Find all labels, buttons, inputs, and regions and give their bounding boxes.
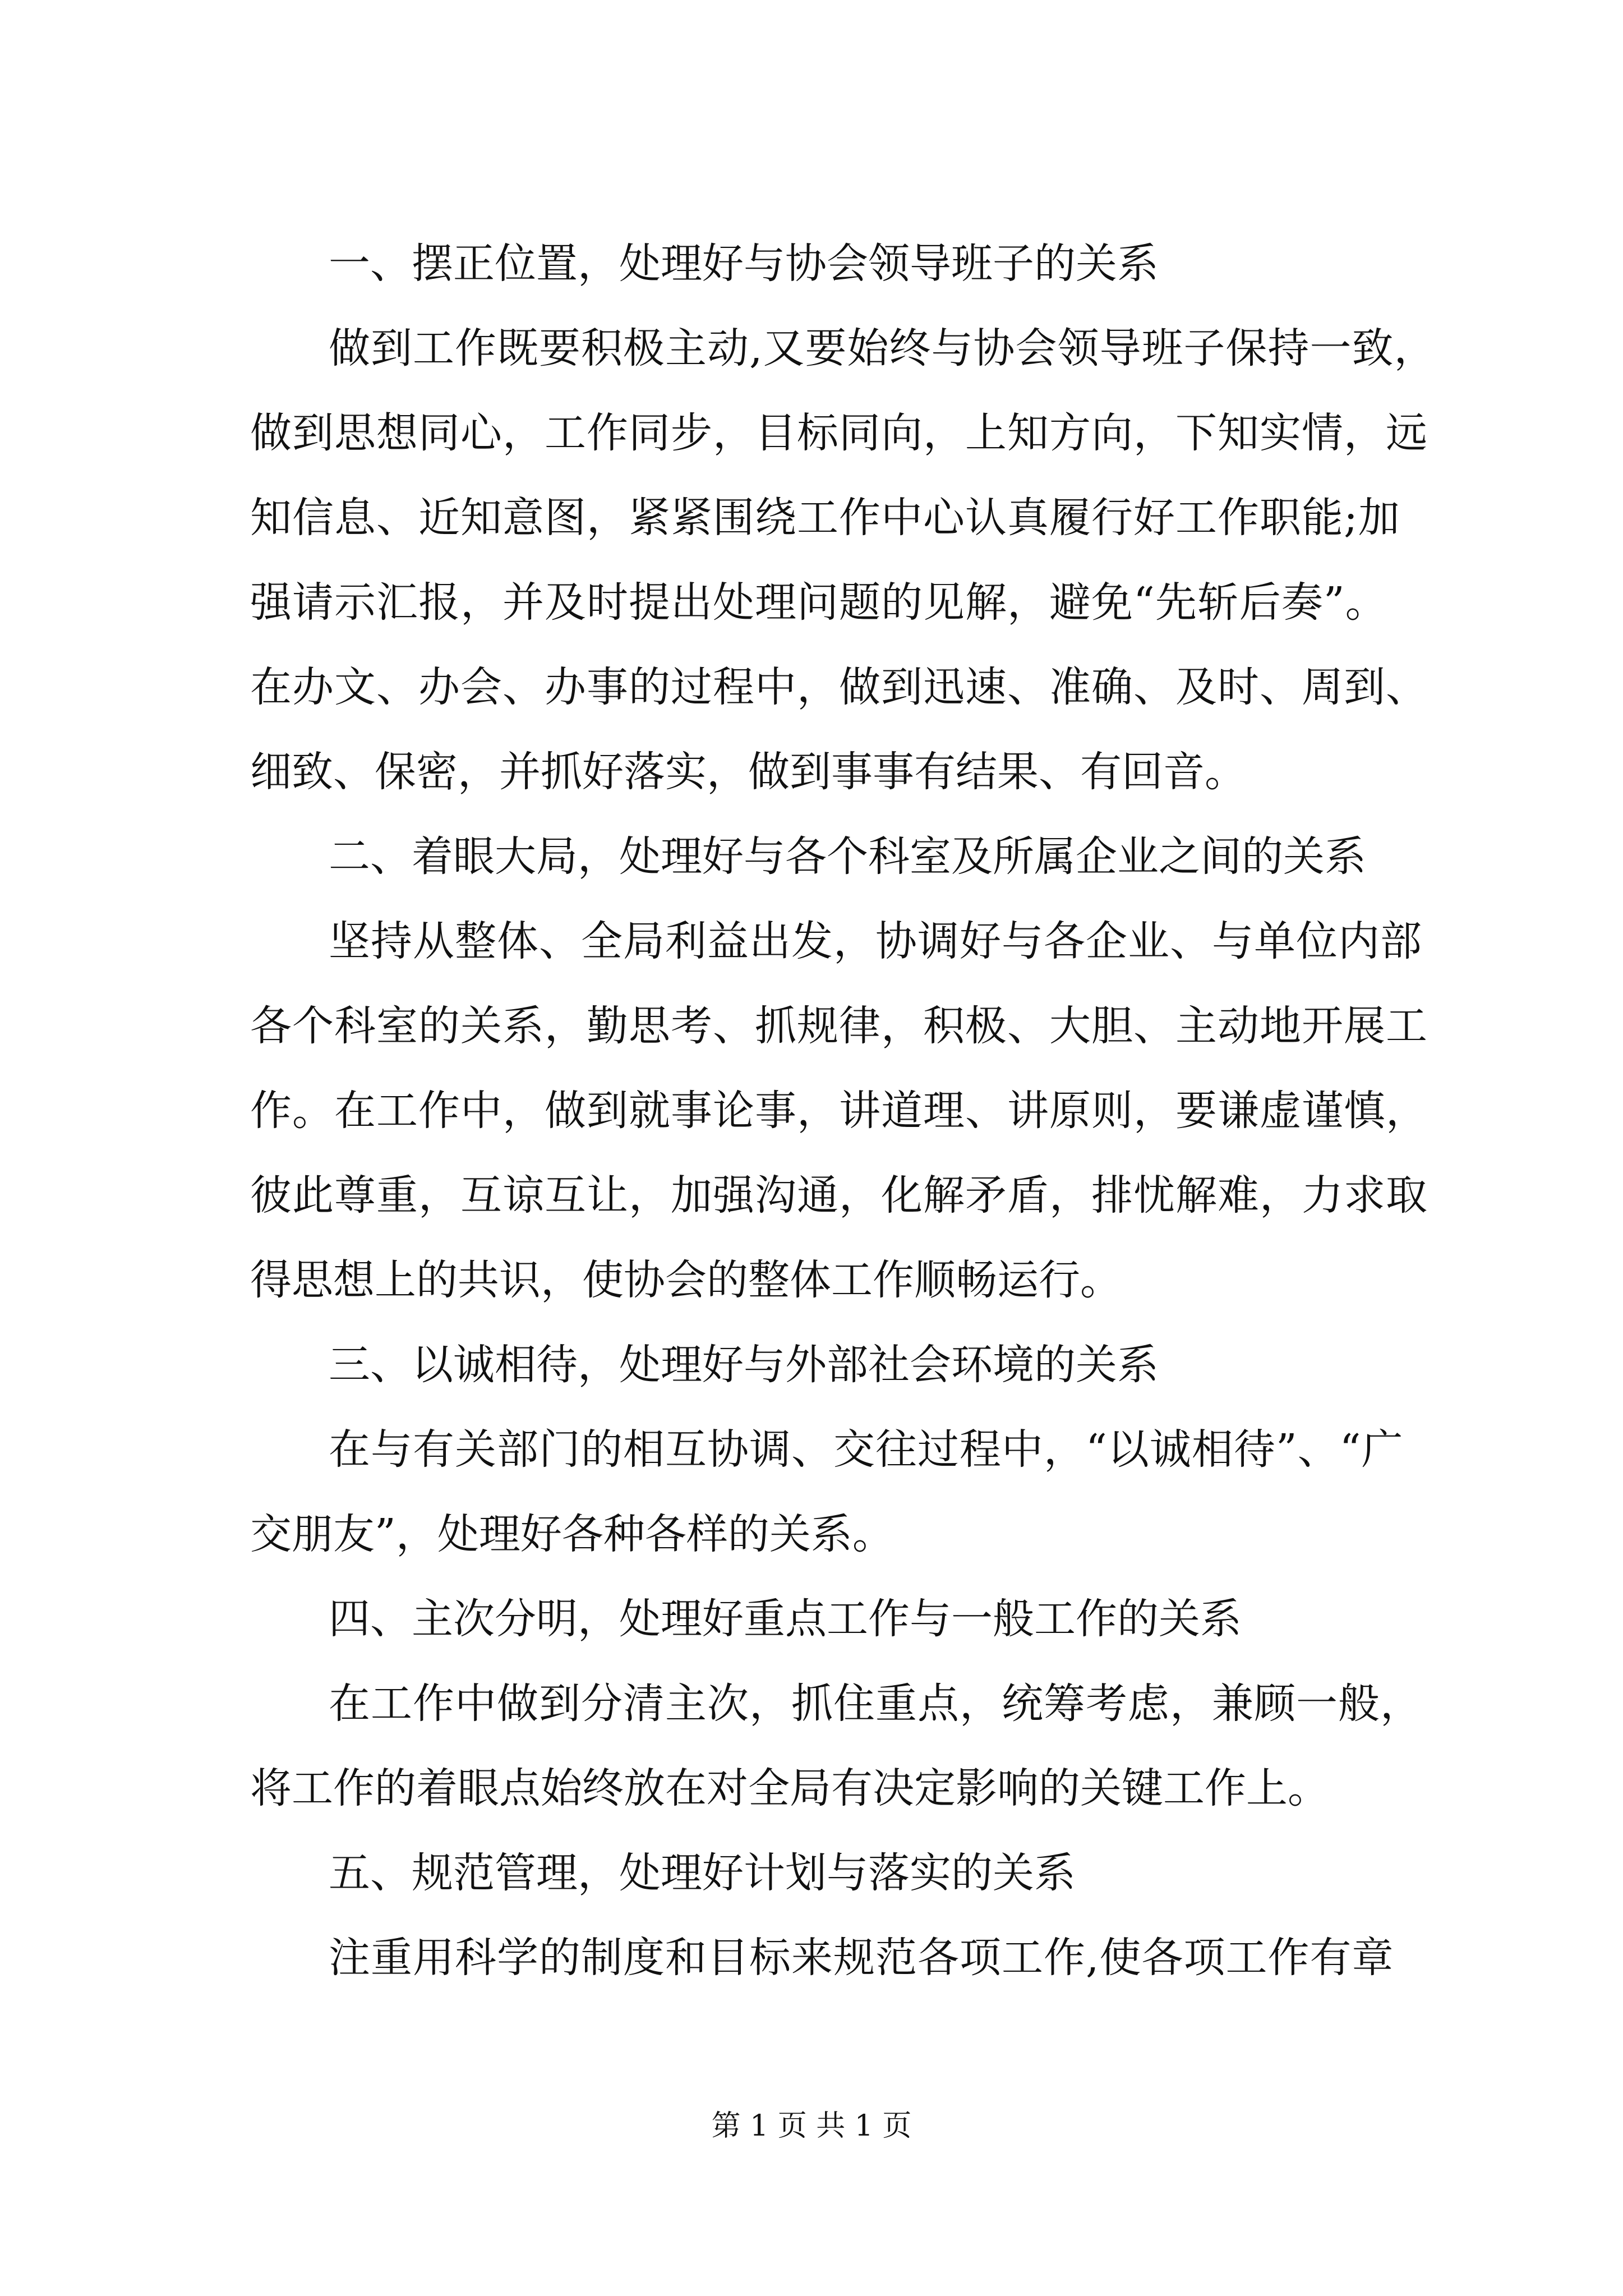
section-heading-4: 四、主次分明，处理好重点工作与一般工作的关系	[329, 1595, 1242, 1643]
paragraph-line: 交朋友”，处理好各种各样的关系。	[250, 1510, 894, 1558]
section-heading-2: 二、着眼大局，处理好与各个科室及所属企业之间的关系	[329, 832, 1366, 881]
paragraph-line: 做到思想同心，工作同步，目标同向，上知方向，下知实情，远	[250, 409, 1428, 457]
paragraph-line: 得思想上的共识，使协会的整体工作顺畅运行。	[250, 1256, 1122, 1304]
paragraph-line: 细致、保密，并抓好落实，做到事事有结果、有回音。	[250, 748, 1246, 796]
section-heading-3: 三、以诚相待，处理好与外部社会环境的关系	[329, 1341, 1159, 1389]
paragraph-line: 在办文、办会、办事的过程中，做到迅速、准确、及时、周到、	[250, 663, 1428, 711]
paragraph-line: 注重用科学的制度和目标来规范各项工作,使各项工作有章	[329, 1934, 1394, 1982]
section-heading-5: 五、规范管理，处理好计划与落实的关系	[329, 1849, 1076, 1897]
paragraph-line: 彼此尊重，互谅互让，加强沟通，化解矛盾，排忧解难，力求取	[250, 1171, 1428, 1220]
paragraph-line: 强请示汇报，并及时提出处理问题的见解，避免“先斩后奏”。	[250, 578, 1387, 627]
paragraph-line: 在与有关部门的相互协调、交往过程中，“以诚相待”、“广	[329, 1425, 1404, 1474]
section-heading-1: 一、摆正位置，处理好与协会领导班子的关系	[329, 240, 1159, 288]
paragraph-line: 作。在工作中，做到就事论事，讲道理、讲原则，要谦虚谨慎，	[250, 1087, 1428, 1135]
paragraph-line: 在工作中做到分清主次，抓住重点，统筹考虑，兼顾一般，	[329, 1680, 1422, 1728]
paragraph-line: 将工作的着眼点始终放在对全局有决定影响的关键工作上。	[250, 1764, 1329, 1812]
paragraph-line: 坚持从整体、全局利益出发，协调好与各企业、与单位内部	[329, 917, 1422, 965]
page-number-footer: 第 1 页 共 1 页	[711, 2109, 912, 2143]
paragraph-line: 知信息、近知意图，紧紧围绕工作中心认真履行好工作职能;加	[250, 494, 1400, 542]
document-body	[250, 222, 1484, 2000]
paragraph-line: 做到工作既要积极主动,又要始终与协会领导班子保持一致，	[329, 324, 1436, 372]
paragraph-line: 各个科室的关系，勤思考、抓规律，积极、大胆、主动地开展工	[250, 1002, 1428, 1050]
